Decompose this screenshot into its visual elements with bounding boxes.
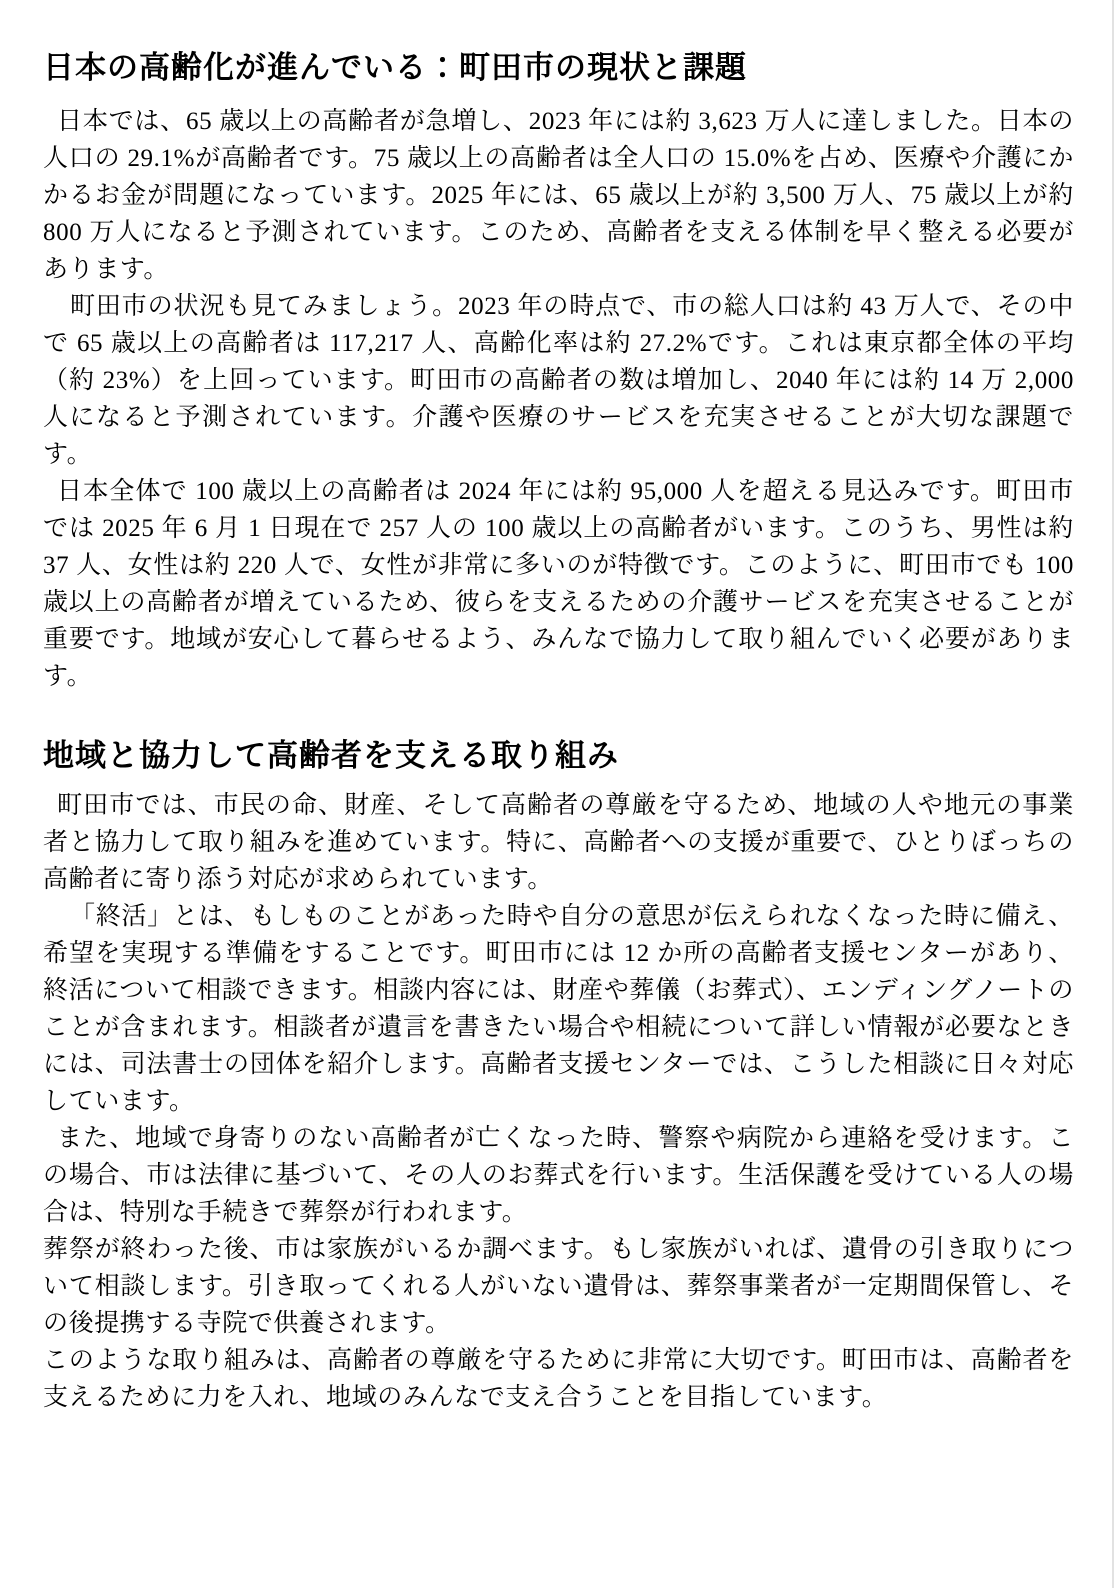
- paragraph-shukatsu-support: 「終活」とは、もしものことがあった時や自分の意思が伝えられなくなった時に備え、希望を実現する準備をすることです。町田市には 12 か所の高齢者支援センターがあり、終活について相談できます。相談内容には、財産や葬儀（お葬式）、エンディングノートのことが含まれます。相談者が遺言を書きたい場合や相続について詳しい情報が必要なときには、司法書士の団体を紹介します。高齢者支援センターでは、こうした相談に日々対応しています。: [43, 903, 1074, 1115]
- paragraph-centenarians: 日本全体で 100 歳以上の高齢者は 2024 年には約 95,000 人を超える見込みです。町田市では 2025 年 6 月 1 日現在で 257 人の 100 歳以上の高齢者がいます。このうち、男性は約 37 人、女性は約 220 人で、女性が非常に多いのが特徴です。このように、町田市でも 100 歳以上の高齢者が増えているため、彼らを支えるための介護サービスを充実させることが重要です。地域が安心して暮らせるよう、みんなで協力して取り組んでいく必要があります。: [43, 478, 1074, 690]
- paragraph-community-cooperation: 町田市では、市民の命、財産、そして高齢者の尊厳を守るため、地域の人や地元の事業者と協力して取り組みを進めています。特に、高齢者への支援が重要で、ひとりぼっちの高齢者に寄り添う対応が求められています。: [43, 792, 1074, 893]
- paragraph-japan-aging-overview: 日本では、65 歳以上の高齢者が急増し、2023 年には約 3,623 万人に達しました。日本の人口の 29.1%が高齢者です。75 歳以上の高齢者は全人口の 15.0%を占め、医療や介護にかかるお金が問題になっています。2025 年には、65 歳以上が約 3,500 万人、75 歳以上が約 800 万人になると予測されています。このため、高齢者を支える体制を早く整える必要があります。: [43, 108, 1074, 283]
- paragraph-city-funerals: また、地域で身寄りのない高齢者が亡くなった時、警察や病院から連絡を受けます。この場合、市は法律に基づいて、その人のお葬式を行います。生活保護を受けている人の場合は、特別な手続きで葬祭が行われます。: [43, 1125, 1074, 1226]
- section-2-heading: 地域と協力して高齢者を支える取り組み: [43, 738, 619, 773]
- paragraph-machida-statistics: 町田市の状況も見てみましょう。2023 年の時点で、市の総人口は約 43 万人で、その中で 65 歳以上の高齢者は 117,217 人、高齢化率は約 27.2%です。これは東京都全体の平均（約 23%）を上回っています。町田市の高齢者の数は増加し、2040 年には約 14 万 2,000 人になると予測されています。介護や医療のサービスを充実させることが大切な課題です。: [43, 293, 1074, 468]
- section-aging-status: [43, 51, 1074, 695]
- paragraph-closing-dignity: このような取り組みは、高齢者の尊厳を守るために非常に大切です。町田市は、高齢者を支えるために力を入れ、地域のみんなで支え合うことを目指しています。: [43, 1347, 1074, 1411]
- section-1-heading: 日本の高齢化が進んでいる：町田市の現状と課題: [43, 50, 747, 85]
- section-community-support: [43, 739, 1074, 1416]
- paragraph-after-funeral: 葬祭が終わった後、市は家族がいるか調べます。もし家族がいれば、遺骨の引き取りについて相談します。引き取ってくれる人がいない遺骨は、葬祭事業者が一定期間保管し、その後提携する寺院で供養されます。: [43, 1236, 1074, 1337]
- page-right-edge-line: [1112, 0, 1114, 1588]
